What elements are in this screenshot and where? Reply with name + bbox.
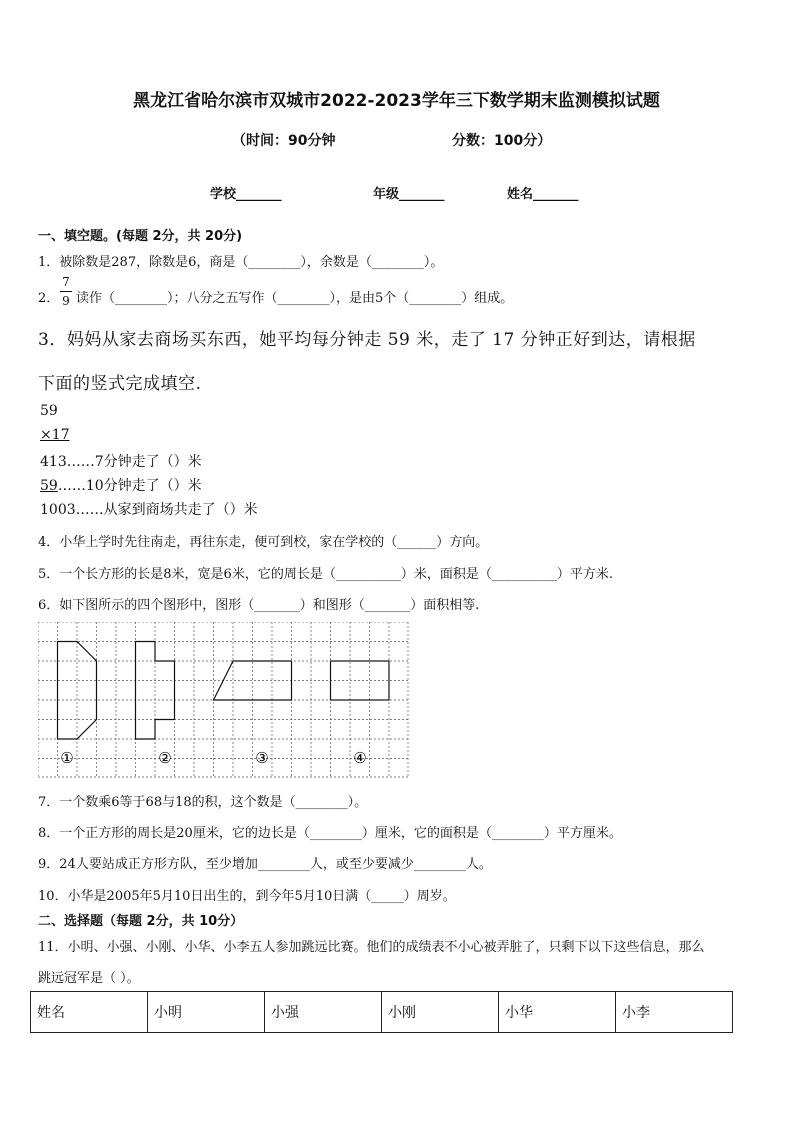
table-cell: 小强: [265, 992, 382, 1033]
question-4: 4．小华上学时先往南走，再往东走，便可到校，家在学校的（______）方向。: [38, 535, 489, 550]
section1-title: 一、填空题。(每题 2分，共 20分): [38, 229, 243, 244]
table-cell: 小华: [499, 992, 616, 1033]
table-row: [31, 992, 733, 1033]
question-11-line2: 跳远冠军是（ ）。: [38, 971, 140, 986]
question-11-line1: 11．小明、小强、小刚、小华、小李五人参加跳远比赛。他们的成绩表不小心被弄脏了，只剩下以下这些信息，那么: [38, 940, 705, 955]
question-3-line2: 下面的竖式完成填空.: [38, 374, 202, 394]
question-2: 读作（________）；八分之五写作（________），是由5个（________）组成。: [76, 291, 514, 306]
question-5: 5．一个长方形的长是8米，宽是6米，它的周长是（__________）米，面积是（__________）平方米.: [38, 567, 613, 582]
figure-label-4: ④: [353, 749, 367, 767]
question-3-line1: 3．妈妈从家去商场买东西，她平均每分钟走 59 米，走了 17 分钟正好到达，请根据: [38, 330, 696, 350]
question-8: 8．一个正方形的周长是20厘米，它的边长是（________）厘米，它的面积是（________）平方厘米。: [38, 826, 622, 841]
calc-line-3: 413……7分钟走了（）米: [40, 454, 202, 470]
fraction-bar: [60, 291, 72, 292]
question-6: 6．如下图所示的四个图形中，图形（_______）和图形（_______）面积相等.: [38, 598, 480, 613]
calc-line-1: 59: [40, 403, 58, 419]
question-9: 9．24人要站成正方形方队，至少增加________人，或至少要减少________人。: [38, 857, 492, 872]
question-7: 7．一个数乘6等于68与18的积，这个数是（________）。: [38, 795, 368, 810]
fraction-denominator: 9: [62, 294, 70, 308]
grade-field: 年级_______: [373, 187, 445, 202]
exam-time: （时间：90分钟: [232, 133, 336, 149]
table-cell: 姓名: [31, 992, 148, 1033]
figure-label-1: ①: [60, 749, 74, 767]
table-cell: 小刚: [382, 992, 499, 1033]
calc-line-4-text: ……10分钟走了（）米: [57, 478, 202, 494]
figure-label-3: ③: [255, 749, 269, 767]
exam-title: 黑龙江省哈尔滨市双城市2022-2023学年三下数学期末监测模拟试题: [133, 91, 660, 111]
results-table: [30, 991, 733, 1033]
question-2-prefix: 2．: [38, 291, 60, 306]
exam-score: 分数：100分）: [452, 133, 552, 149]
grid-figure: [38, 622, 410, 778]
fraction-numerator: 7: [62, 275, 70, 289]
table-cell: 小明: [148, 992, 265, 1033]
section2-title: 二、选择题（每题 2分，共 10分）: [38, 914, 244, 929]
calc-line-4-number: 59: [40, 478, 58, 494]
calc-line-5: 1003……从家到商场共走了（）米: [40, 502, 258, 518]
question-10: 10．小华是2005年5月10日出生的，到今年5月10日满（_____）周岁。: [38, 889, 456, 904]
calc-line-2: ×17: [40, 427, 70, 443]
fraction-7-9: [60, 274, 72, 309]
figure-label-2: ②: [158, 749, 172, 767]
calc-line-4: [40, 475, 202, 495]
school-field: 学校_______: [210, 187, 282, 202]
table-cell: 小李: [616, 992, 733, 1033]
question-1: 1．被除数是287，除数是6，商是（________），余数是（________）。: [38, 255, 444, 270]
name-field: 姓名_______: [507, 187, 579, 202]
